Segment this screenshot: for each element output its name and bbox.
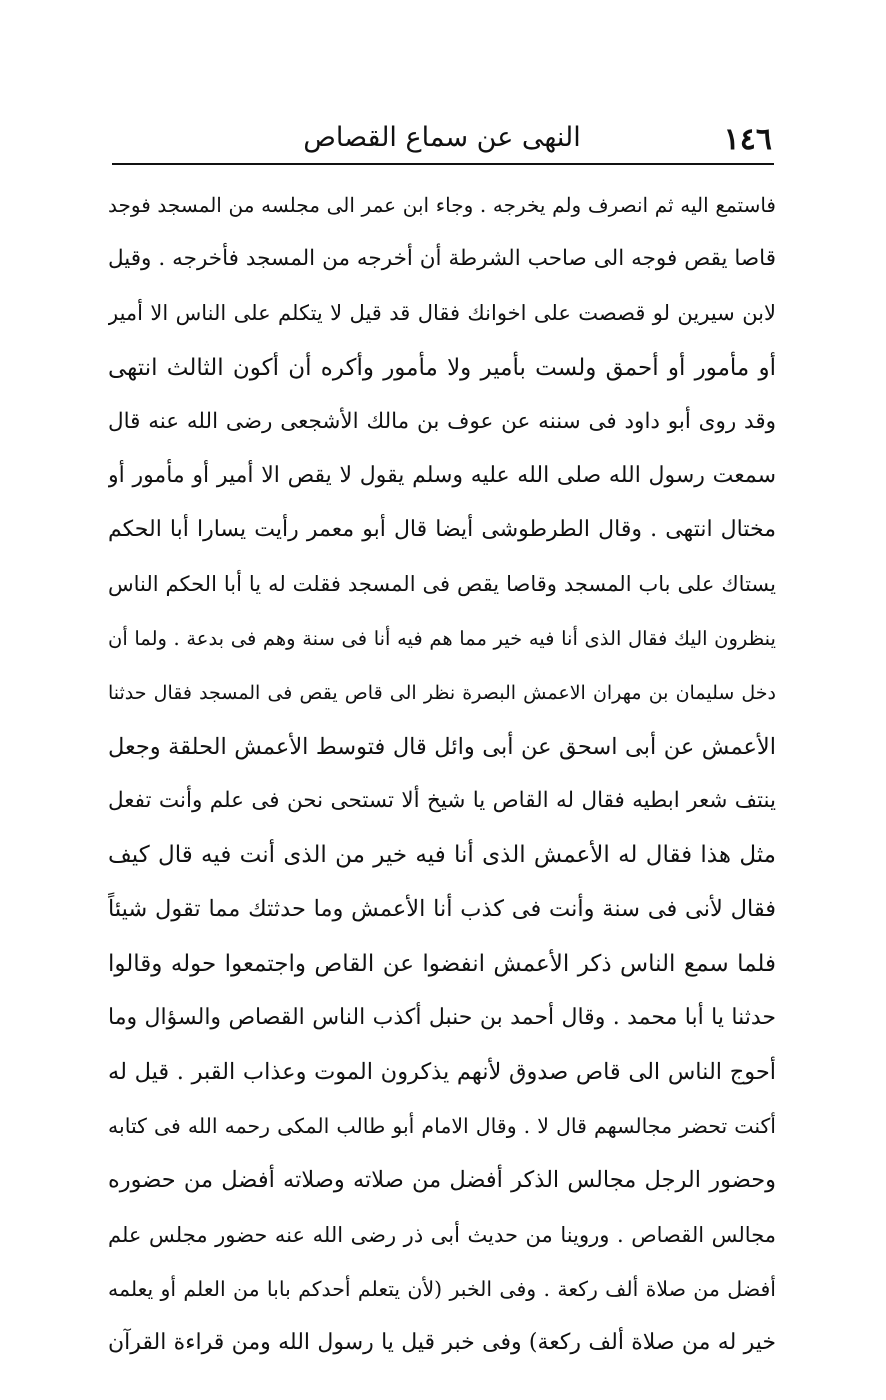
text-line: فلما سمع الناس ذكر الأعمش انفضوا عن القاص واجتمعوا حوله وقالوا xyxy=(108,950,776,977)
running-title: النهى عن سماع القصاص xyxy=(303,122,581,153)
text-line: يستاك على باب المسجد وقاصا يقص فى المسجد فقلت له يا أبا الحكم الناس xyxy=(108,572,776,597)
text-line: وحضور الرجل مجالس الذكر أفضل من صلاته وصلاته أفضل من حضوره xyxy=(108,1167,776,1194)
text-line: الأعمش عن أبى اسحق عن أبى وائل قال فتوسط الأعمش الحلقة وجعل xyxy=(108,733,776,760)
page-header xyxy=(112,112,772,160)
text-line: خير له من صلاة ألف ركعة) وفى خبر قيل يا رسول الله ومن قراءة القرآن xyxy=(108,1329,776,1355)
text-line: فقال لأنى فى سنة وأنت فى كذب أنا الأعمش وما حدثتك مما تقول شيئاً xyxy=(108,896,776,923)
body-text xyxy=(108,178,776,1370)
text-line: حدثنا يا أبا محمد . وقال أحمد بن حنبل أكذب الناس القصاص والسؤال وما xyxy=(108,1004,776,1030)
text-line: سمعت رسول الله صلى الله عليه وسلم يقول لا يقص الا أمير أو مأمور أو xyxy=(108,462,776,488)
text-line: ينتف شعر ابطيه فقال له القاص يا شيخ ألا تستحى نحن فى علم وأنت تفعل xyxy=(108,788,776,814)
text-line: أحوج الناس الى قاص صدوق لأنهم يذكرون الموت وعذاب القبر . قيل له xyxy=(108,1059,776,1085)
text-line: فاستمع اليه ثم انصرف ولم يخرجه . وجاء ابن عمر الى مجلسه من المسجد فوجد xyxy=(108,193,776,217)
text-line: قاصا يقص فوجه الى صاحب الشرطة أن أخرجه من المسجد فأخرجه . وقيل xyxy=(108,246,776,272)
header-rule xyxy=(112,163,774,165)
text-line: مجالس القصاص . وروينا من حديث أبى ذر رضى الله عنه حضور مجلس علم xyxy=(108,1222,776,1247)
text-line: لابن سيرين لو قصصت على اخوانك فقال قد قيل لا يتكلم على الناس الا أمير xyxy=(108,301,776,326)
text-line: مختال انتهى . وقال الطرطوشى أيضا قال أبو معمر رأيت يسارا أبا الحكم xyxy=(108,517,776,543)
text-line: ينظرون اليك فقال الذى أنا فيه خير مما هم فيه أنا فى سنة وهم فى بدعة . ولما أن xyxy=(108,626,776,650)
page-number: ١٤٦ xyxy=(723,122,772,157)
text-line: مثل هذا فقال له الأعمش الذى أنا فيه خير من الذى أنت فيه قال كيف xyxy=(108,842,776,869)
text-line: أو مأمور أو أحمق ولست بأمير ولا مأمور وأكره أن أكون الثالث انتهى xyxy=(108,354,776,381)
text-line: أفضل من صلاة ألف ركعة . وفى الخبر (لأن يتعلم أحدكم بابا من العلم أو يعلمه xyxy=(108,1276,776,1301)
text-line: دخل سليمان بن مهران الاعمش البصرة نظر الى قاص يقص فى المسجد فقال حدثنا xyxy=(108,681,776,704)
text-line: وقد روى أبو داود فى سننه عن عوف بن مالك الأشجعى رضى الله عنه قال xyxy=(108,408,776,434)
text-line: أكنت تحضر مجالسهم قال لا . وقال الامام أبو طالب المكى رحمه الله فى كتابه xyxy=(108,1114,776,1139)
